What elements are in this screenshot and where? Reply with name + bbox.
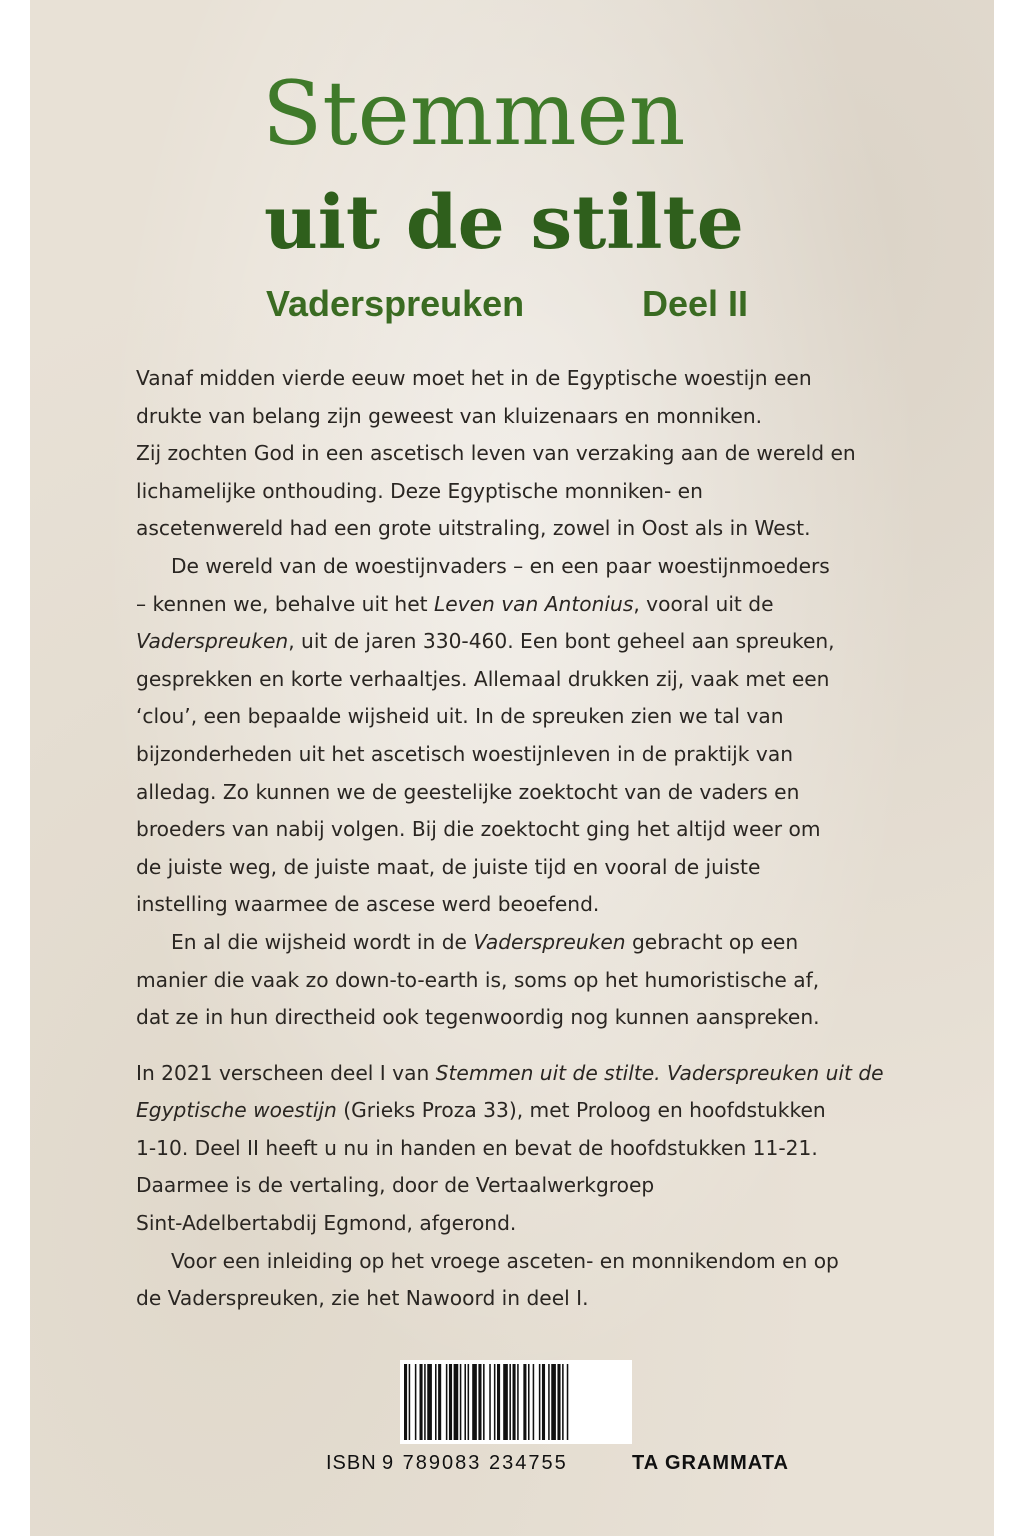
isbn-row <box>326 1452 816 1482</box>
title-line-1: Stemmen <box>262 62 686 165</box>
barcode-bar <box>446 1364 448 1440</box>
blurb-line: Vaderspreuken, uit de jaren 330-460. Een bont geheel aan spreuken, <box>136 629 835 654</box>
book-title-ref: Egyptische woestijn <box>136 1098 337 1123</box>
barcode-bar <box>435 1364 437 1440</box>
series-name: Vaderspreuken <box>266 283 525 324</box>
barcode-bar <box>523 1364 526 1440</box>
barcode-bar <box>528 1364 530 1440</box>
title-line-2: uit de stilte <box>264 180 744 266</box>
barcode-bar <box>489 1364 491 1440</box>
book-title-ref: Leven van Antonius <box>433 591 634 616</box>
barcode-bar <box>509 1364 511 1440</box>
barcode-bar <box>415 1364 417 1440</box>
blurb-line: lichamelijke onthouding. Deze Egyptische monniken- en <box>136 478 703 503</box>
barcode-bar <box>533 1364 535 1440</box>
blurb-line: 1-10. Deel II heeft u nu in handen en bevat de hoofdstukken 11-21. <box>136 1135 818 1160</box>
book-title-ref: Stemmen uit de stilte. Vaderspreuken uit de <box>435 1060 884 1085</box>
barcode-bar <box>567 1364 569 1440</box>
barcode-bar <box>562 1364 564 1440</box>
barcode-bar <box>494 1364 496 1440</box>
volume-label: Deel II <box>642 283 749 324</box>
blurb-line: En al die wijsheid wordt in de Vaderspreuken gebracht op een <box>171 929 799 954</box>
barcode-bar <box>557 1364 560 1440</box>
barcode-graphic <box>400 1360 632 1444</box>
blurb-line: dat ze in hun directheid ook tegenwoordig nog kunnen aanspreken. <box>136 1005 820 1030</box>
barcode-bar <box>478 1364 481 1440</box>
blurb-line: broeders van nabij volgen. Bij die zoektocht ging het altijd weer om <box>136 817 821 842</box>
barcode-bar <box>438 1364 441 1440</box>
barcode-bar <box>409 1364 411 1440</box>
isbn-number: 9 789083 234755 <box>382 1452 568 1474</box>
blurb-text <box>136 360 896 1318</box>
blurb-line: ascetenwereld had een grote uitstraling, zowel in Oost als in West. <box>136 516 811 541</box>
blurb-line: In 2021 verscheen deel I van Stemmen uit de stilte. Vaderspreuken uit de <box>136 1060 884 1085</box>
blurb-line: bijzonderheden uit het ascetisch woestijnleven in de praktijk van <box>136 741 793 766</box>
blurb-line: gesprekken en korte verhaaltjes. Allemaal drukken zij, vaak met een <box>136 666 830 691</box>
barcode-bar <box>454 1364 459 1440</box>
barcode-bar <box>427 1364 432 1440</box>
blurb-line: Zij zochten God in een ascetisch leven van verzaking aan de wereld en <box>136 441 856 466</box>
barcode-bar <box>420 1364 423 1440</box>
barcode-bar <box>548 1364 550 1440</box>
blurb-line: Sint-Adelbertabdij Egmond, afgerond. <box>136 1211 517 1236</box>
barcode-bar <box>542 1364 545 1440</box>
barcode-bar <box>404 1364 407 1440</box>
blurb-line: Voor een inleiding op het vroege asceten- en monnikendom en op <box>171 1248 839 1273</box>
barcode-bar <box>460 1364 462 1440</box>
barcode-bar <box>449 1364 452 1440</box>
book-title-ref: Vaderspreuken <box>473 929 626 954</box>
blurb-line: instelling waarmee de ascese werd beoefend. <box>136 892 600 917</box>
blurb-line: ‘clou’, een bepaalde wijsheid uit. In de spreuken zien we tal van <box>136 704 784 729</box>
blurb-line: Vanaf midden vierde eeuw moet het in de Egyptische woestijn een <box>136 366 812 390</box>
barcode-bar <box>472 1364 477 1440</box>
barcode-bar <box>424 1364 426 1440</box>
barcode-bar <box>539 1364 541 1440</box>
publisher-name: TA GRAMMATA <box>632 1452 789 1474</box>
blurb-line: de Vaderspreuken, zie het Nawoord in deel I. <box>136 1286 589 1311</box>
barcode-bar <box>464 1364 466 1440</box>
blurb-line: – kennen we, behalve uit het Leven van Antonius, vooral uit de <box>136 591 774 616</box>
isbn-label: ISBN <box>326 1452 377 1474</box>
barcode-bar <box>513 1364 516 1440</box>
barcode-bar <box>551 1364 556 1440</box>
blurb-line: alledag. Zo kunnen we de geestelijke zoektocht van de vaders en <box>136 779 800 804</box>
book-title-ref: Vaderspreuken <box>136 629 289 654</box>
barcode-bar <box>517 1364 519 1440</box>
blurb-line: manier die vaak zo down-to-earth is, soms op het humoristische af, <box>136 967 820 992</box>
blurb-line: De wereld van de woestijnvaders – en een paar woestijnmoeders <box>171 553 830 578</box>
paragraph-gap <box>136 1037 896 1055</box>
blurb-line: de juiste weg, de juiste maat, de juiste tijd en vooral de juiste <box>136 854 761 879</box>
barcode-bar <box>483 1364 485 1440</box>
barcode-bar <box>468 1364 470 1440</box>
barcode-bar <box>497 1364 500 1440</box>
blurb-line: Egyptische woestijn (Grieks Proza 33), met Proloog en hoofdstukken <box>136 1098 826 1123</box>
blurb-line: drukte van belang zijn geweest van kluizenaars en monniken. <box>136 403 763 428</box>
book-back-cover <box>30 0 994 1536</box>
blurb-line: Daarmee is de vertaling, door de Vertaalwerkgroep <box>136 1173 655 1198</box>
barcode-bar <box>503 1364 508 1440</box>
barcode <box>400 1360 632 1444</box>
